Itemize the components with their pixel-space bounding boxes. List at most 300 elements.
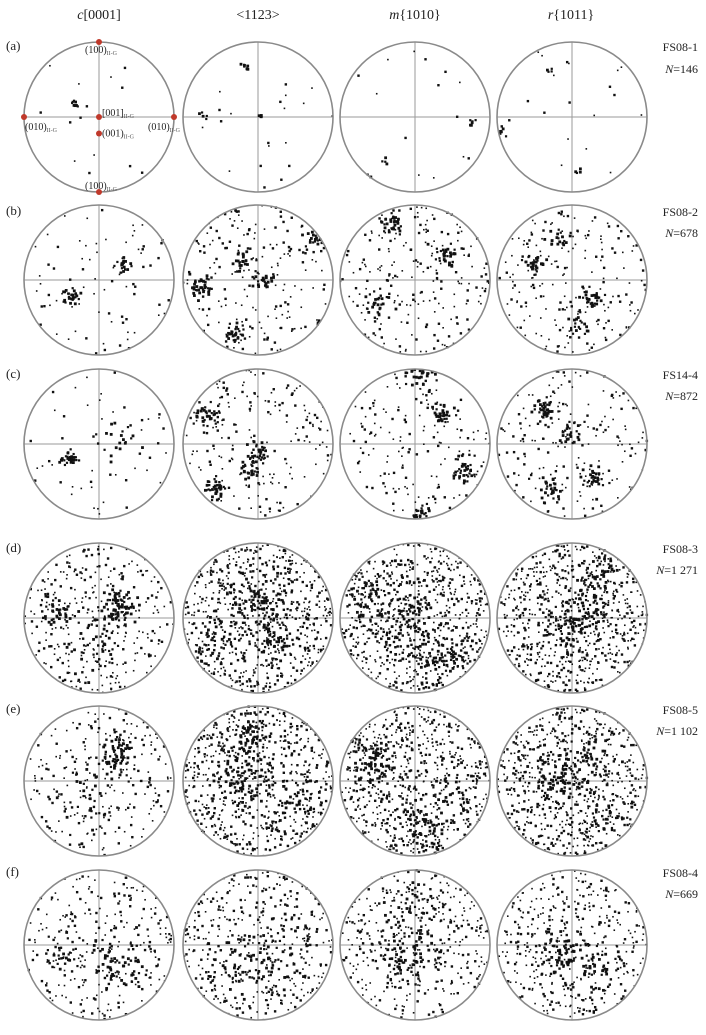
pole-point	[506, 271, 508, 273]
pole-point	[247, 685, 249, 687]
pole-point	[188, 622, 190, 624]
stereonet-FS08-2-col2	[179, 201, 337, 359]
pole-point	[161, 641, 163, 643]
pole-point	[254, 609, 256, 611]
pole-point	[319, 606, 321, 608]
pole-point	[102, 685, 104, 687]
pole-point	[71, 494, 73, 496]
pole-point	[66, 462, 68, 464]
pole-point	[614, 595, 616, 597]
pole-point	[573, 599, 575, 601]
pole-point	[198, 112, 201, 115]
pole-point	[73, 648, 76, 651]
pole-point	[263, 593, 265, 595]
pole-point	[45, 606, 47, 608]
pole-point	[69, 672, 71, 674]
pole-point	[303, 668, 305, 670]
pole-point	[295, 571, 297, 573]
pole-point	[401, 455, 403, 457]
pole-point	[450, 243, 452, 245]
pole-point	[526, 578, 528, 580]
pole-point	[470, 474, 473, 477]
pole-point	[228, 406, 230, 408]
pole-point	[423, 622, 426, 625]
pole-point	[58, 599, 61, 602]
pole-point	[72, 287, 74, 289]
pole-point	[312, 287, 314, 289]
pole-point	[523, 453, 525, 455]
pole-point	[570, 587, 572, 589]
pole-point	[68, 660, 70, 662]
pole-point	[517, 327, 519, 329]
pole-point	[295, 658, 297, 660]
pole-point	[401, 270, 403, 272]
pole-point	[45, 639, 47, 641]
pole-point	[535, 273, 537, 275]
pole-point	[225, 304, 227, 306]
pole-point	[383, 561, 385, 563]
pole-point	[110, 454, 113, 457]
pole-point	[79, 240, 81, 242]
pole-point	[216, 230, 218, 232]
pole-point	[122, 322, 124, 324]
pole-point	[533, 575, 535, 577]
pole-point	[603, 278, 605, 280]
pole-point	[276, 605, 278, 607]
pole-point	[343, 632, 345, 634]
pole-point	[249, 326, 251, 328]
pole-point	[420, 512, 422, 514]
pole-point	[503, 631, 505, 633]
pole-point	[520, 440, 522, 442]
pole-point	[126, 268, 129, 271]
pole-point	[425, 380, 427, 382]
pole-point	[87, 644, 89, 646]
pole-point	[108, 661, 110, 663]
pole-point	[418, 585, 420, 587]
pole-point	[450, 265, 453, 268]
pole-point	[351, 617, 353, 619]
pole-point	[505, 598, 507, 600]
pole-point	[148, 418, 150, 420]
pole-point	[239, 611, 241, 613]
pole-point	[266, 607, 268, 609]
pole-point	[514, 635, 516, 637]
pole-point	[360, 598, 362, 600]
pole-point	[629, 282, 631, 284]
pole-point	[353, 598, 356, 601]
pole-point	[130, 437, 132, 439]
pole-point	[103, 606, 106, 609]
pole-point	[50, 666, 52, 668]
pole-point	[393, 221, 395, 223]
pole-point	[253, 563, 255, 565]
pole-point	[551, 68, 553, 70]
pole-point	[195, 415, 198, 418]
pole-point	[218, 578, 220, 580]
pole-point	[254, 238, 256, 240]
pole-point	[615, 391, 617, 393]
pole-point	[400, 560, 402, 562]
pole-point	[478, 301, 480, 303]
pole-point	[613, 666, 615, 668]
pole-point	[87, 612, 89, 614]
pole-point	[438, 580, 440, 582]
pole-point	[567, 138, 569, 140]
pole-point	[41, 589, 43, 591]
pole-point	[594, 555, 596, 557]
pole-point	[588, 286, 590, 288]
n-symbol: N	[656, 724, 665, 738]
pole-point	[127, 426, 129, 428]
pole-point	[78, 459, 80, 461]
pole-point	[323, 615, 325, 617]
pole-point	[518, 655, 520, 657]
pole-point	[384, 646, 386, 648]
pole-point	[545, 654, 547, 656]
pole-point	[556, 236, 559, 239]
pole-point	[418, 611, 420, 613]
pole-point	[391, 264, 393, 266]
pole-point	[513, 646, 515, 648]
pole-point	[474, 633, 476, 635]
pole-point	[93, 293, 95, 295]
pole-point	[305, 245, 307, 247]
reference-axis-marker	[21, 114, 27, 120]
pole-point	[272, 590, 274, 592]
pole-point	[283, 577, 285, 579]
pole-point	[622, 582, 624, 584]
pole-point	[208, 308, 210, 310]
pole-point	[349, 594, 351, 596]
pole-point	[404, 603, 406, 605]
pole-point	[42, 579, 44, 581]
pole-point	[289, 316, 291, 318]
pole-point	[369, 239, 371, 241]
pole-point	[624, 624, 626, 626]
pole-point	[131, 561, 133, 563]
pole-point	[548, 339, 550, 341]
pole-point	[209, 464, 211, 466]
pole-point	[425, 686, 427, 688]
pole-point	[255, 631, 257, 633]
pole-point	[97, 566, 99, 568]
pole-point	[604, 310, 606, 312]
pole-point	[522, 612, 524, 614]
pole-point	[312, 234, 315, 237]
pole-point	[245, 624, 247, 626]
pole-point	[466, 633, 468, 635]
pole-point	[80, 658, 83, 661]
pole-point	[592, 623, 594, 625]
pole-point	[543, 576, 545, 578]
pole-point	[308, 602, 310, 604]
pole-point	[450, 593, 452, 595]
pole-point	[588, 230, 590, 232]
pole-point	[85, 245, 87, 247]
pole-point	[578, 607, 580, 609]
pole-point	[368, 454, 370, 456]
pole-point	[246, 296, 248, 298]
pole-point	[254, 585, 256, 587]
pole-point	[402, 652, 404, 654]
pole-point	[432, 408, 434, 410]
pole-point	[222, 242, 224, 244]
pole-point	[454, 252, 457, 255]
pole-point	[539, 478, 541, 480]
pole-point	[441, 419, 444, 422]
pole-point	[58, 646, 60, 648]
pole-point	[282, 556, 284, 558]
pole-point	[469, 124, 472, 127]
pole-point	[132, 283, 134, 285]
pole-point	[417, 377, 419, 379]
pole-point	[252, 449, 254, 451]
pole-point	[527, 264, 530, 267]
pole-point	[272, 582, 274, 584]
pole-point	[374, 298, 377, 301]
pole-point	[440, 622, 442, 624]
pole-point	[122, 663, 124, 665]
pole-point	[432, 495, 434, 497]
pole-point	[138, 631, 140, 633]
pole-point	[436, 570, 438, 572]
pole-point	[604, 590, 606, 592]
pole-point	[567, 670, 569, 672]
pole-point	[418, 303, 420, 305]
pole-point	[453, 497, 455, 499]
pole-point	[410, 628, 412, 630]
pole-point	[581, 562, 583, 564]
pole-point	[142, 224, 144, 226]
reference-axis-label: $(001)_{II-G}$	[102, 128, 134, 141]
pole-point	[509, 276, 511, 278]
pole-point	[557, 406, 559, 408]
pole-point	[435, 639, 437, 641]
pole-point	[571, 305, 573, 307]
pole-point	[129, 165, 131, 167]
pole-point	[374, 400, 376, 402]
pole-point	[508, 597, 510, 599]
pole-point	[584, 689, 586, 691]
pole-point	[323, 473, 325, 475]
pole-point	[442, 327, 444, 329]
pole-point	[304, 252, 306, 254]
pole-point	[427, 267, 429, 269]
pole-point	[279, 624, 281, 626]
pole-point	[215, 258, 217, 260]
pole-point	[111, 658, 113, 660]
pole-point	[512, 609, 514, 611]
pole-point	[523, 441, 525, 443]
pole-point	[588, 480, 590, 482]
pole-point	[208, 410, 211, 413]
pole-point	[357, 74, 359, 76]
pole-point	[592, 507, 594, 509]
pole-point	[475, 119, 477, 121]
pole-point	[92, 689, 94, 691]
pole-point	[249, 587, 251, 589]
pole-point	[203, 284, 206, 287]
pole-point	[302, 426, 304, 428]
pole-point	[549, 484, 552, 487]
pole-point	[410, 370, 413, 373]
pole-point	[366, 641, 368, 643]
pole-point	[222, 583, 224, 585]
pole-point	[457, 563, 459, 565]
pole-point	[586, 571, 588, 573]
pole-point	[100, 609, 103, 612]
pole-point	[191, 614, 193, 616]
pole-point	[615, 629, 617, 631]
pole-point	[396, 591, 398, 593]
pole-point	[427, 243, 430, 246]
pole-point	[220, 493, 222, 495]
pole-point	[122, 261, 125, 264]
pole-point	[593, 115, 595, 117]
pole-point	[270, 277, 273, 280]
pole-point	[420, 666, 423, 669]
pole-point	[419, 603, 422, 606]
pole-point	[521, 570, 523, 572]
pole-point	[406, 613, 409, 616]
pole-point	[585, 649, 587, 651]
pole-point	[576, 430, 578, 432]
pole-point	[475, 623, 477, 625]
pole-point	[513, 578, 515, 580]
pole-point	[45, 632, 47, 634]
pole-point	[248, 585, 250, 587]
pole-point	[217, 387, 219, 389]
pole-point	[231, 211, 233, 213]
pole-point	[443, 664, 445, 666]
pole-point	[398, 675, 400, 677]
pole-point	[412, 484, 414, 486]
pole-point	[391, 560, 393, 562]
pole-point	[431, 571, 433, 573]
pole-point	[263, 338, 265, 340]
pole-point	[78, 679, 80, 681]
pole-point	[560, 677, 562, 679]
pole-point	[376, 318, 378, 320]
pole-point	[408, 448, 410, 450]
pole-point	[203, 251, 205, 253]
pole-point	[419, 262, 421, 264]
pole-point	[474, 455, 476, 457]
pole-point	[194, 612, 196, 614]
pole-point	[622, 635, 624, 637]
pole-point	[525, 674, 527, 676]
pole-point	[63, 628, 65, 630]
pole-point	[634, 632, 636, 634]
pole-point	[385, 644, 387, 646]
pole-point	[467, 593, 469, 595]
pole-point	[255, 309, 257, 311]
pole-point	[400, 645, 402, 647]
pole-point	[605, 322, 607, 324]
pole-point	[547, 494, 549, 496]
pole-point	[198, 651, 201, 654]
pole-point	[586, 148, 588, 150]
pole-point	[473, 432, 475, 434]
pole-point	[582, 615, 584, 617]
pole-point	[360, 423, 362, 425]
pole-point	[437, 571, 439, 573]
pole-point	[71, 642, 73, 644]
pole-point	[402, 447, 404, 449]
pole-point	[314, 638, 316, 640]
pole-point	[370, 582, 372, 584]
pole-point	[530, 411, 533, 414]
pole-point	[431, 558, 433, 560]
pole-point	[78, 622, 80, 624]
pole-point	[273, 555, 275, 557]
pole-point	[214, 632, 217, 635]
pole-point	[283, 644, 286, 647]
pole-point	[314, 629, 316, 631]
pole-point	[244, 575, 246, 577]
pole-point	[242, 676, 244, 678]
pole-point	[264, 630, 266, 632]
pole-point	[431, 551, 433, 553]
pole-point	[276, 675, 278, 677]
pole-point	[187, 279, 189, 281]
pole-point	[523, 615, 525, 617]
pole-point	[479, 600, 481, 602]
stereonet-FS08-3-col1	[20, 539, 178, 697]
pole-point	[304, 610, 306, 612]
pole-point	[415, 382, 418, 385]
pole-point	[554, 651, 556, 653]
pole-point	[269, 507, 271, 509]
pole-point	[467, 289, 469, 291]
pole-point	[361, 652, 363, 654]
pole-point	[187, 283, 189, 285]
pole-point	[216, 616, 218, 618]
pole-point	[244, 549, 246, 551]
pole-point	[512, 435, 514, 437]
pole-point	[393, 609, 395, 611]
pole-point	[430, 548, 432, 550]
pole-point	[196, 581, 198, 583]
pole-point	[421, 633, 424, 636]
pole-point	[213, 478, 215, 480]
pole-point	[560, 619, 562, 621]
pole-point	[408, 604, 411, 607]
pole-point	[61, 437, 63, 439]
pole-point	[214, 622, 216, 624]
pole-point	[436, 272, 438, 274]
pole-point	[566, 61, 568, 63]
pole-point	[528, 659, 530, 661]
pole-point	[279, 636, 282, 639]
pole-point	[133, 670, 135, 672]
pole-point	[365, 266, 367, 268]
pole-point	[273, 645, 276, 648]
pole-point	[441, 682, 443, 684]
pole-point	[368, 580, 370, 582]
pole-point	[529, 585, 531, 587]
pole-point	[418, 648, 420, 650]
pole-point	[55, 615, 58, 618]
pole-point	[201, 650, 203, 652]
pole-point	[245, 250, 248, 253]
pole-point	[269, 474, 271, 476]
pole-point	[158, 639, 160, 641]
pole-point	[259, 557, 261, 559]
pole-point	[286, 414, 288, 416]
pole-point	[447, 598, 449, 600]
